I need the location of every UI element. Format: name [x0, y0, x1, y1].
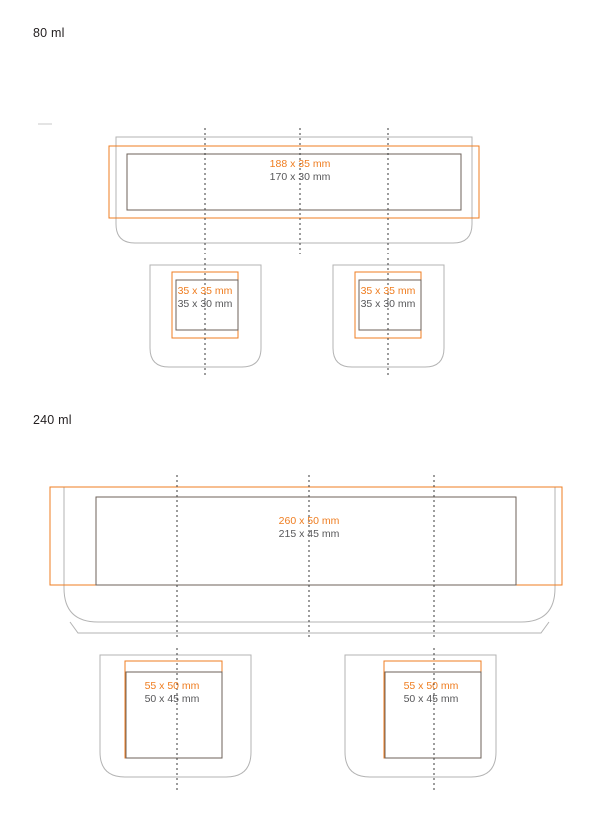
dimension-label-side-right-240 [404, 680, 459, 706]
dimension-label-body-wrap-240 [279, 515, 340, 541]
dimension-print-side-right-240: 55 x 50 mm [403, 680, 459, 692]
dimension-label-side-right-80 [361, 285, 416, 311]
body-wrap-80-group [38, 124, 479, 254]
dimension-safe-side-right-240: 50 x 45 mm [403, 693, 459, 705]
dimension-print-240: 260 x 50 mm [278, 515, 340, 527]
side-left-240-group [100, 648, 251, 790]
dimension-safe-side-left-240: 50 x 45 mm [144, 693, 200, 705]
dimension-label-side-left-80 [178, 285, 233, 311]
dimension-safe-80: 170 x 30 mm [269, 171, 331, 183]
dimension-print-side-left-240: 55 x 50 mm [144, 680, 200, 692]
section-title-80ml: 80 ml [33, 26, 65, 40]
side-right-80-group [333, 258, 444, 378]
dimension-print-side-left-80: 35 x 35 mm [177, 285, 233, 297]
dimension-safe-side-right-80: 35 x 30 mm [360, 298, 416, 310]
body-wrap-240-group [50, 475, 562, 640]
print-area-orange-side-right-240 [384, 661, 481, 758]
die-line-outline-240 [64, 487, 555, 622]
dimension-safe-side-left-80: 35 x 30 mm [177, 298, 233, 310]
dimension-label-body-wrap-80 [270, 158, 331, 184]
die-line-outline-80 [116, 137, 472, 243]
side-right-240-group [345, 648, 496, 790]
die-line-bottom-flap-240 [70, 622, 549, 633]
die-line-outline-side-right-80 [333, 265, 444, 367]
dimension-print-side-right-80: 35 x 35 mm [360, 285, 416, 297]
dimension-print-80: 188 x 35 mm [269, 158, 331, 170]
die-line-outline-side-left-240 [100, 655, 251, 777]
die-line-outline-side-left-80 [150, 265, 261, 367]
side-left-80-group [150, 258, 261, 378]
dimension-label-side-left-240 [145, 680, 200, 706]
dimension-safe-240: 215 x 45 mm [278, 528, 340, 540]
section-title-240ml: 240 ml [33, 413, 72, 427]
die-line-outline-side-right-240 [345, 655, 496, 777]
print-area-orange-side-left-240 [125, 661, 222, 758]
safe-area-240 [96, 497, 516, 585]
